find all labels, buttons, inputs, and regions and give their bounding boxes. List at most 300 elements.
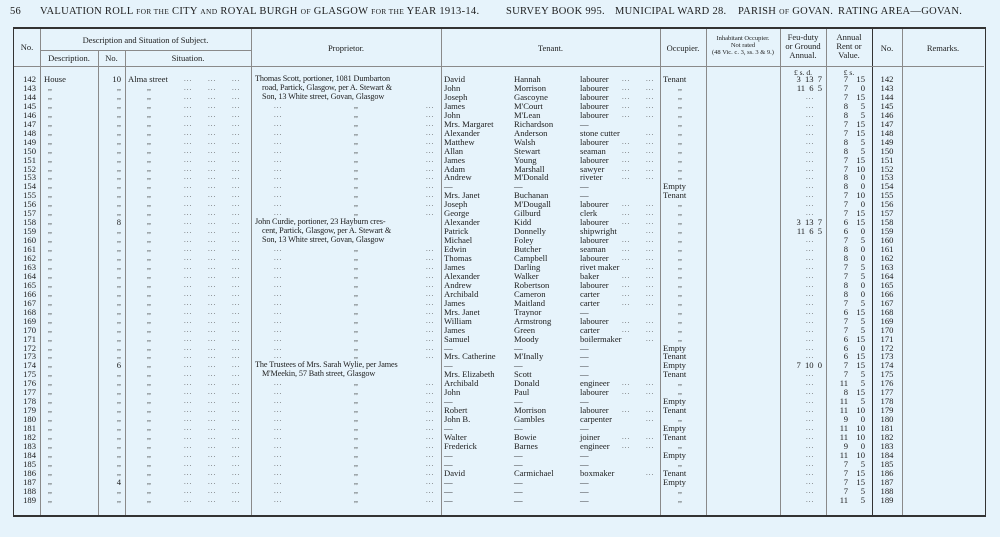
- leader-dots: ...: [208, 200, 217, 209]
- row-number-right: 149: [880, 136, 894, 147]
- rent-pounds: 9: [843, 414, 848, 425]
- rent-shillings: 15: [856, 467, 865, 478]
- leader-dots: ...: [622, 101, 631, 110]
- table-row: [14, 156, 984, 165]
- feu-duty: ...: [806, 450, 815, 459]
- header-situation: Situation.: [171, 53, 205, 63]
- leader-dots: ...: [208, 182, 217, 191]
- tenant-first-name: —: [444, 360, 453, 371]
- leader-dots: ...: [232, 271, 241, 280]
- row-number-right: 177: [880, 387, 894, 398]
- leader-dots: ...: [426, 477, 435, 486]
- occupier-status: Empty: [663, 181, 686, 192]
- rent-pounds: 7: [843, 190, 848, 201]
- leader-dots: ...: [208, 352, 217, 361]
- tenant-first-name: John: [444, 109, 461, 120]
- leader-dots: ...: [646, 468, 655, 477]
- feu-duty: ...: [806, 379, 815, 388]
- street-number: ,,: [117, 423, 121, 433]
- leader-dots: ...: [208, 495, 217, 504]
- description: ,,: [48, 127, 52, 137]
- occupier-status: ,,: [678, 172, 682, 182]
- leader-dots: ...: [274, 110, 283, 119]
- leader-dots: ...: [426, 209, 435, 218]
- tenant-occupation: engineer: [580, 440, 610, 451]
- ditto-mark: ,,: [354, 208, 358, 218]
- leader-dots: ...: [274, 334, 283, 343]
- leader-dots: ...: [208, 262, 217, 271]
- tenant-occupation: —: [580, 360, 589, 371]
- row-number: 155: [23, 190, 36, 201]
- row-number-right: 168: [880, 306, 894, 317]
- ditto-mark: ,,: [354, 270, 358, 280]
- street-number: ,,: [117, 91, 121, 101]
- ditto-mark: ,,: [354, 342, 358, 352]
- feu-duty: ...: [806, 307, 815, 316]
- leader-dots: ...: [184, 200, 193, 209]
- leader-dots: ...: [208, 370, 217, 379]
- leader-dots: ...: [232, 83, 241, 92]
- situation: ,,: [147, 378, 151, 388]
- tenant-surname: Richardson: [514, 118, 554, 129]
- tenant-surname: Walsh: [514, 136, 536, 147]
- rent-pounds: 7: [843, 199, 848, 210]
- row-number-right: 162: [880, 253, 894, 263]
- feu-duty: ...: [806, 468, 815, 477]
- occupier-status: ,,: [678, 199, 682, 209]
- description: ,,: [48, 199, 52, 209]
- description: ,,: [48, 91, 52, 101]
- leader-dots: ...: [208, 155, 217, 164]
- ditto-mark: ,,: [354, 351, 358, 361]
- table-row: [14, 209, 984, 218]
- rent-shillings: 15: [856, 306, 865, 317]
- leader-dots: ...: [274, 298, 283, 307]
- leader-dots: ...: [208, 83, 217, 92]
- rent-shillings: 5: [860, 100, 865, 111]
- table-row: [14, 335, 984, 344]
- leader-dots: ...: [646, 271, 655, 280]
- occupier-status: ,,: [678, 387, 682, 397]
- tenant-surname: Gascoyne: [514, 91, 548, 102]
- rent-pounds: 11: [839, 432, 848, 442]
- description: ,,: [48, 244, 52, 254]
- feu-duty: ...: [806, 433, 815, 441]
- occupier-status: ,,: [678, 163, 682, 173]
- leader-dots: ...: [232, 146, 241, 155]
- tenant-first-name: Mrs. Margaret: [444, 118, 494, 129]
- leader-dots: ...: [184, 352, 193, 361]
- tenant-first-name: David: [444, 74, 466, 84]
- table-row: [14, 218, 984, 227]
- header-remarks: Remarks.: [926, 43, 960, 53]
- leader-dots: ...: [274, 486, 283, 495]
- leader-dots: ...: [274, 307, 283, 316]
- rent-pounds: 7: [843, 270, 848, 281]
- leader-dots: ...: [622, 406, 631, 415]
- description: ,,: [48, 190, 52, 200]
- table-row: [14, 451, 984, 460]
- leader-dots: ...: [184, 128, 193, 137]
- description: ,,: [48, 342, 52, 352]
- situation: ,,: [147, 127, 151, 137]
- table-row: [14, 379, 984, 388]
- row-number: 179: [23, 405, 36, 416]
- leader-dots: ...: [184, 415, 193, 424]
- header-no: No.: [20, 42, 34, 52]
- leader-dots: ...: [646, 75, 655, 83]
- occupier-status: ,,: [678, 244, 682, 254]
- row-number-right: 184: [880, 449, 894, 460]
- row-number: 150: [23, 145, 36, 156]
- table-row: [14, 370, 984, 379]
- leader-dots: ...: [184, 334, 193, 343]
- feu-duty: ...: [806, 424, 815, 433]
- header-proprietor: Proprietor.: [327, 43, 365, 53]
- leader-dots: ...: [208, 164, 217, 173]
- rent-pounds: 6: [843, 342, 848, 353]
- situation: ,,: [147, 351, 151, 361]
- leader-dots: ...: [622, 325, 631, 334]
- rent-shillings: 0: [860, 181, 865, 192]
- tenant-occupation: labourer: [580, 109, 609, 120]
- municipal-ward: MUNICIPAL WARD 28.: [615, 6, 727, 17]
- rent-shillings: 5: [860, 396, 865, 407]
- table-row: [14, 478, 984, 487]
- table-row: [14, 138, 984, 147]
- row-number-right: 150: [880, 145, 894, 156]
- tenant-first-name: Archibald: [444, 288, 479, 299]
- leader-dots: ...: [622, 110, 631, 119]
- tenant-surname: Robertson: [514, 279, 550, 290]
- tenant-occupation: labourer: [580, 217, 609, 228]
- feu-duty: ...: [806, 254, 815, 262]
- leader-dots: ...: [274, 379, 283, 388]
- leader-dots: ...: [208, 271, 217, 280]
- street-number: ,,: [117, 118, 121, 128]
- occupier-status: ,,: [678, 145, 682, 155]
- row-number-right: 176: [880, 378, 894, 389]
- table-row: [14, 120, 984, 129]
- table-row: [14, 93, 984, 102]
- rent-pounds: 11: [839, 396, 848, 407]
- leader-dots: ...: [274, 415, 283, 424]
- street-number: 6: [116, 360, 121, 371]
- tenant-surname: Darling: [514, 261, 541, 272]
- tenant-surname: —: [514, 181, 523, 192]
- tenant-first-name: Alexander: [444, 270, 480, 281]
- street-number: ,,: [117, 190, 121, 200]
- occupier-status: ,,: [678, 378, 682, 388]
- tenant-first-name: Thomas: [444, 253, 472, 263]
- tenant-occupation: carter: [580, 297, 600, 308]
- row-number-right: 148: [880, 127, 894, 138]
- tenant-first-name: Mrs. Janet: [444, 306, 480, 317]
- tenant-surname: Kidd: [514, 217, 532, 228]
- rent-pounds: 7: [843, 324, 848, 335]
- leader-dots: ...: [232, 173, 241, 182]
- description: ,,: [48, 181, 52, 191]
- leader-dots: ...: [426, 254, 435, 262]
- tenant-first-name: —: [444, 458, 453, 469]
- leader-dots: ...: [208, 218, 217, 227]
- occupier-status: ,,: [678, 270, 682, 280]
- street-number: ,,: [117, 136, 121, 146]
- leader-dots: ...: [274, 477, 283, 486]
- leader-dots: ...: [426, 406, 435, 415]
- leader-dots: ...: [184, 83, 193, 92]
- tenant-first-name: Joseph: [444, 199, 468, 210]
- row-number-right: 160: [880, 235, 894, 246]
- leader-dots: ...: [232, 182, 241, 191]
- occupier-status: Tenant: [663, 369, 687, 380]
- street-number: ,,: [117, 145, 121, 155]
- tenant-occupation: rivet maker: [580, 261, 620, 272]
- row-number-right: 165: [880, 279, 894, 290]
- table-row: [14, 352, 984, 361]
- leader-dots: ...: [622, 92, 631, 101]
- tenant-occupation: labourer: [580, 253, 609, 263]
- leader-dots: ...: [646, 388, 655, 397]
- tenant-occupation: labourer: [580, 91, 609, 102]
- rent-pounds: 7: [843, 74, 848, 84]
- leader-dots: ...: [208, 379, 217, 388]
- row-number-right: 183: [880, 440, 894, 451]
- tenant-surname: Cameron: [514, 288, 546, 299]
- ditto-mark: ,,: [354, 172, 358, 182]
- rent-shillings: 5: [860, 145, 865, 156]
- tenant-occupation: labourer: [580, 82, 609, 93]
- tenant-occupation: joiner: [580, 432, 601, 442]
- row-number: 157: [23, 208, 36, 219]
- leader-dots: ...: [274, 441, 283, 450]
- leader-dots: ...: [232, 316, 241, 325]
- header-description: Description.: [48, 53, 90, 63]
- feu-duty: ...: [806, 415, 815, 424]
- feu-duty: 7 10 0: [796, 360, 822, 371]
- rent-pounds: 7: [843, 163, 848, 174]
- tenant-first-name: —: [444, 485, 453, 496]
- row-number: 178: [23, 396, 36, 407]
- ditto-mark: ,,: [354, 315, 358, 325]
- situation: ,,: [147, 405, 151, 415]
- leader-dots: ...: [646, 92, 655, 101]
- leader-dots: ...: [232, 343, 241, 352]
- rent-pounds: 8: [843, 109, 848, 120]
- occupier-status: ,,: [678, 279, 682, 289]
- leader-dots: ...: [184, 441, 193, 450]
- table-row: [14, 424, 984, 433]
- leader-dots: ...: [622, 280, 631, 289]
- feu-duty: ...: [806, 200, 815, 209]
- occupier-status: ,,: [678, 297, 682, 307]
- ditto-mark: ,,: [354, 154, 358, 164]
- leader-dots: ...: [232, 477, 241, 486]
- ditto-mark: ,,: [354, 145, 358, 155]
- description: ,,: [48, 333, 52, 343]
- rent-pounds: 8: [843, 279, 848, 290]
- ditto-mark: ,,: [354, 414, 358, 424]
- leader-dots: ...: [426, 397, 435, 406]
- header-feu-duty: Feu-duty or Ground Annual.: [785, 32, 821, 60]
- leader-dots: ...: [232, 137, 241, 146]
- situation: ,,: [147, 82, 151, 92]
- row-number: 147: [23, 118, 36, 129]
- leader-dots: ...: [208, 406, 217, 415]
- leader-dots: ...: [274, 155, 283, 164]
- rent-shillings: 15: [856, 91, 865, 102]
- tenant-first-name: Samuel: [444, 333, 470, 344]
- leader-dots: ...: [274, 173, 283, 182]
- feu-duty: ...: [806, 495, 815, 504]
- ditto-mark: ,,: [354, 476, 358, 486]
- row-number: 164: [23, 270, 36, 281]
- street-number: ,,: [117, 306, 121, 316]
- roll-title: VALUATION ROLL FOR THE CITY AND ROYAL BURGH OF GLASGOW FOR THE YEAR 1913-14.: [40, 6, 480, 17]
- row-number-right: 174: [880, 360, 894, 371]
- street-number: 4: [116, 476, 121, 487]
- tenant-occupation: carter: [580, 324, 600, 335]
- row-number: 153: [23, 172, 36, 183]
- ditto-mark: ,,: [354, 485, 358, 495]
- leader-dots: ...: [646, 334, 655, 343]
- occupier-status: Tenant: [663, 190, 687, 201]
- leader-dots: ...: [232, 486, 241, 495]
- tenant-occupation: —: [580, 458, 589, 469]
- row-number-right: 161: [880, 244, 894, 255]
- feu-duty: ...: [806, 316, 815, 325]
- leader-dots: ...: [274, 200, 283, 209]
- leader-dots: ...: [232, 468, 241, 477]
- feu-duty: ...: [806, 173, 815, 182]
- leader-dots: ...: [232, 415, 241, 424]
- leader-dots: ...: [646, 316, 655, 325]
- row-number: 146: [23, 109, 36, 120]
- rent-shillings: 0: [860, 199, 865, 210]
- street-number: ,,: [117, 333, 121, 343]
- row-number-right: 178: [880, 396, 894, 407]
- rent-pounds: 11: [839, 449, 848, 460]
- rating-area: RATING AREA—GOVAN.: [838, 6, 963, 17]
- row-number-right: 179: [880, 405, 894, 416]
- tenant-first-name: —: [444, 423, 453, 434]
- leader-dots: ...: [646, 218, 655, 227]
- row-number: 152: [23, 163, 36, 174]
- leader-dots: ...: [426, 146, 435, 155]
- tenant-occupation: engineer: [580, 378, 610, 389]
- description: ,,: [48, 360, 52, 370]
- ditto-mark: ,,: [354, 396, 358, 406]
- leader-dots: ...: [184, 361, 193, 370]
- tenant-occupation: —: [580, 369, 589, 380]
- leader-dots: ...: [208, 280, 217, 289]
- tenant-surname: Stewart: [514, 145, 541, 156]
- leader-dots: ...: [274, 459, 283, 468]
- tenant-first-name: John: [444, 387, 461, 398]
- leader-dots: ...: [622, 209, 631, 218]
- feu-duty: ...: [806, 343, 815, 352]
- feu-duty: ...: [806, 271, 815, 280]
- ditto-mark: ,,: [354, 118, 358, 128]
- row-number-right: 188: [880, 485, 894, 496]
- street-number: 8: [116, 217, 121, 228]
- occupier-status: ,,: [678, 154, 682, 164]
- row-number-right: 144: [880, 91, 894, 102]
- leader-dots: ...: [274, 316, 283, 325]
- leader-dots: ...: [208, 110, 217, 119]
- leader-dots: ...: [184, 75, 193, 83]
- row-number-right: 173: [880, 351, 894, 362]
- leader-dots: ...: [274, 325, 283, 334]
- rent-pounds: 7: [843, 127, 848, 138]
- row-number: 166: [23, 288, 36, 299]
- leader-dots: ...: [208, 441, 217, 450]
- rent-pounds: 7: [843, 118, 848, 129]
- leader-dots: ...: [274, 245, 283, 254]
- tenant-occupation: labourer: [580, 387, 609, 398]
- description: ,,: [48, 288, 52, 298]
- table-row: [14, 496, 984, 505]
- proprietor-text: Son, 13 White street, Govan, Glasgow: [262, 92, 385, 101]
- leader-dots: ...: [622, 441, 631, 450]
- leader-dots: ...: [646, 227, 655, 236]
- leader-dots: ...: [646, 289, 655, 298]
- feu-duty: ...: [806, 164, 815, 173]
- situation: ,,: [147, 235, 151, 245]
- leader-dots: ...: [184, 137, 193, 146]
- row-number-right: 163: [880, 261, 894, 272]
- feu-duty: ...: [806, 406, 815, 415]
- occupier-status: Empty: [663, 342, 686, 353]
- rent-shillings: 15: [856, 360, 865, 371]
- leader-dots: ...: [184, 218, 193, 227]
- leader-dots: ...: [426, 450, 435, 459]
- situation: ,,: [147, 288, 151, 298]
- table-row: [14, 263, 984, 272]
- table-row: [14, 433, 984, 442]
- tenant-first-name: Edwin: [444, 244, 467, 255]
- tenant-first-name: —: [444, 342, 453, 353]
- leader-dots: ...: [426, 191, 435, 200]
- rent-shillings: 0: [860, 414, 865, 425]
- leader-dots: ...: [274, 254, 283, 262]
- leader-dots: ...: [184, 110, 193, 119]
- occupier-status: ,,: [678, 494, 682, 504]
- table-row: [14, 173, 984, 182]
- leader-dots: ...: [232, 227, 241, 236]
- description: ,,: [48, 270, 52, 280]
- leader-dots: ...: [208, 415, 217, 424]
- feu-duty: ...: [806, 262, 815, 271]
- tenant-surname: Hannah: [514, 74, 541, 84]
- rent-pounds: 7: [843, 467, 848, 478]
- leader-dots: ...: [208, 227, 217, 236]
- leader-dots: ...: [232, 298, 241, 307]
- leader-dots: ...: [646, 245, 655, 254]
- street-number: ,,: [117, 440, 121, 450]
- tenant-first-name: Mrs. Catherine: [444, 351, 496, 362]
- leader-dots: ...: [232, 164, 241, 173]
- leader-dots: ...: [184, 370, 193, 379]
- tenant-occupation: —: [580, 449, 589, 460]
- rent-pounds: 6: [843, 217, 848, 228]
- rent-shillings: 15: [856, 74, 865, 84]
- row-number-right: 172: [880, 342, 894, 353]
- page-header: [0, 6, 1000, 20]
- leader-dots: ...: [208, 486, 217, 495]
- leader-dots: ...: [232, 218, 241, 227]
- leader-dots: ...: [426, 200, 435, 209]
